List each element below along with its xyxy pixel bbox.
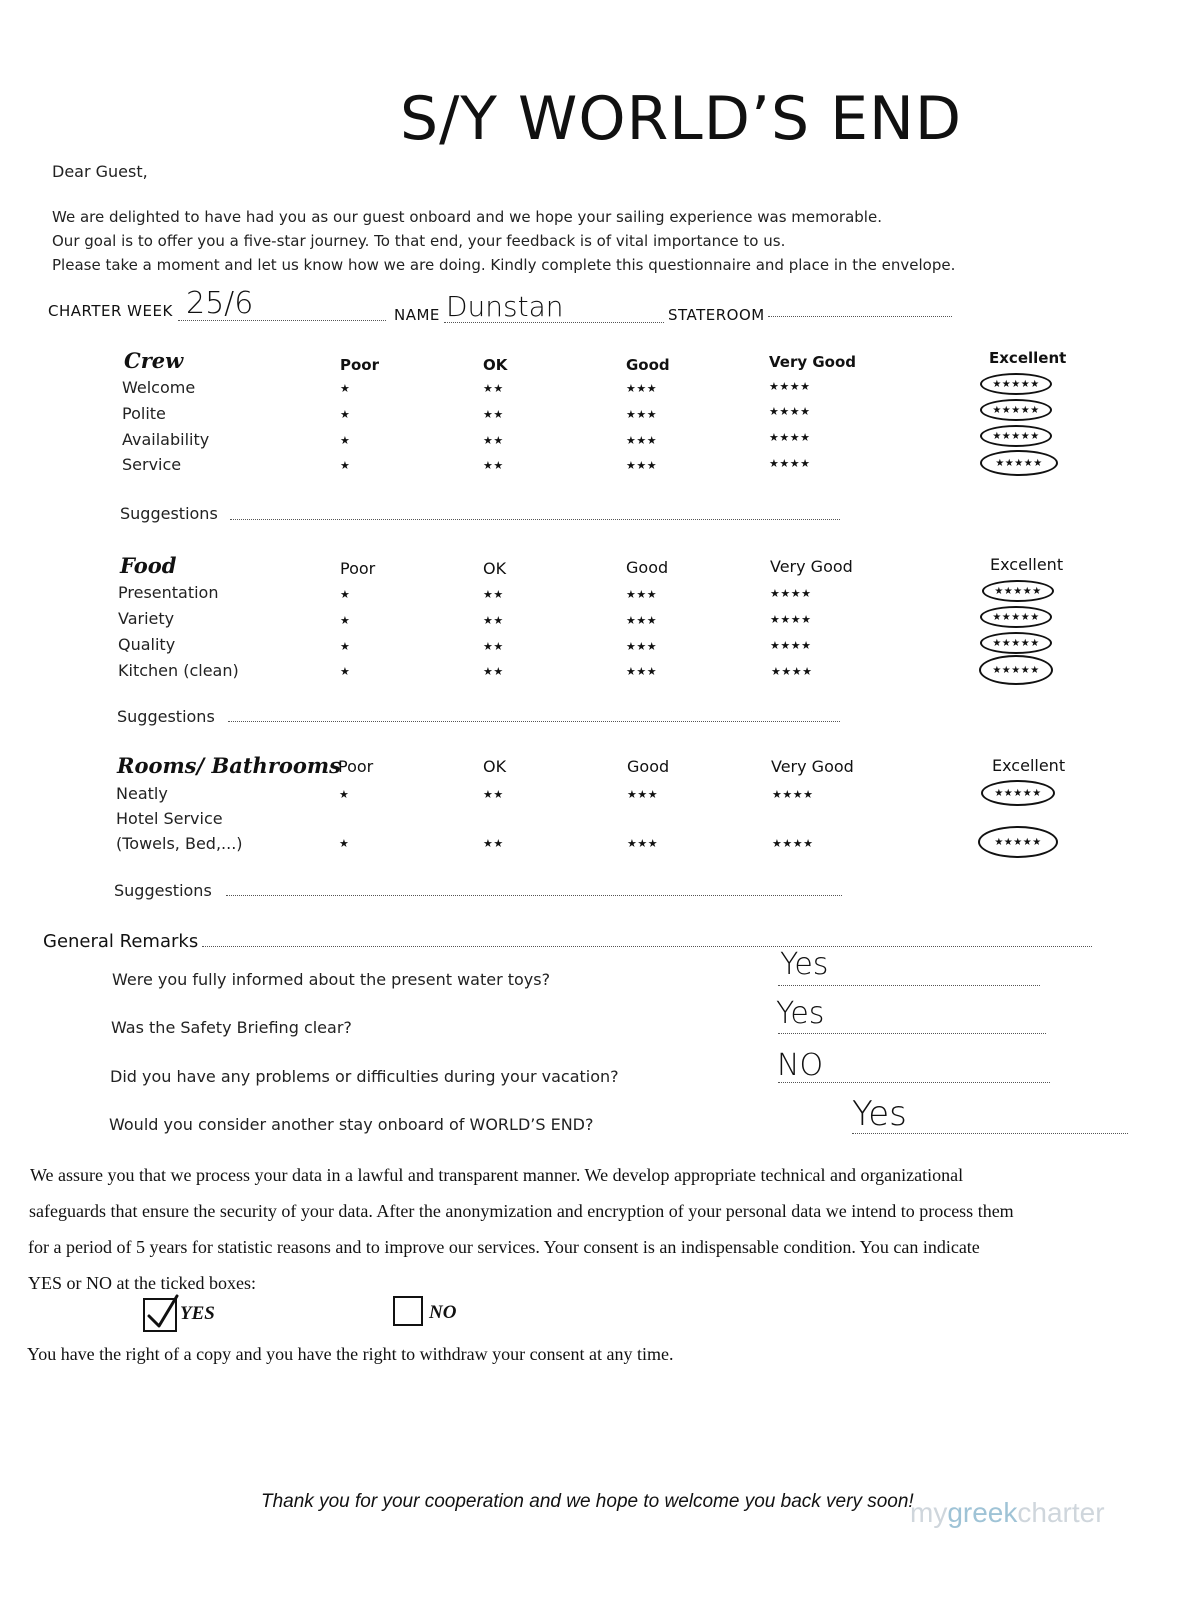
food-kitchen-excellent-selected[interactable] [979,655,1053,685]
answer-safety-briefing[interactable]: Yes [776,996,825,1031]
checkmark-icon [145,1294,185,1332]
crew-availability-ok[interactable]: ★★ [483,434,504,447]
watermark-mid: greek [947,1497,1018,1528]
food-kitchen-ok[interactable]: ★★ [483,665,504,678]
general-remarks-line[interactable] [202,946,1092,947]
consent-yes-checkbox[interactable] [143,1298,177,1332]
intro-line-2: Our goal is to offer you a five-star journey. To that end, your feedback is of vital importance to us. [52,232,786,250]
question-another-stay: Would you consider another stay onboard of WORLD’S END? [109,1115,594,1134]
food-quality-excellent-selected[interactable] [980,632,1052,654]
rooms-neatly-good[interactable]: ★★★ [627,788,659,801]
watermark-logo [910,1497,1105,1529]
question-water-toys: Were you fully informed about the present water toys? [112,970,551,989]
food-quality-ok[interactable]: ★★ [483,640,504,653]
crew-col-poor: Poor [340,356,380,374]
crew-availability-excellent-selected[interactable] [980,425,1052,447]
crew-row-polite: Polite [122,404,166,423]
excellent-stars: ★★★★★ [994,787,1042,799]
consent-line-4: YES or NO at the ticked boxes: [28,1273,256,1293]
crew-availability-poor[interactable]: ★ [340,434,351,447]
question-safety-briefing: Was the Safety Briefing clear? [111,1018,352,1037]
answer-water-toys[interactable]: Yes [780,947,829,982]
crew-row-welcome: Welcome [122,378,196,397]
food-quality-good[interactable]: ★★★ [626,640,658,653]
intro-line-3: Please take a moment and let us know how we are doing. Kindly complete this questionnaire and place in the envelope. [52,256,956,274]
excellent-stars: ★★★★★ [995,457,1043,469]
crew-availability-good[interactable]: ★★★ [626,434,658,447]
food-row-quality: Quality [118,635,176,654]
crew-polite-poor[interactable]: ★ [340,408,351,421]
food-kitchen-good[interactable]: ★★★ [626,665,658,678]
rooms-neatly-poor[interactable]: ★ [339,788,350,801]
food-variety-excellent-selected[interactable] [980,606,1052,628]
food-col-very-good: Very Good [770,557,853,576]
crew-welcome-poor[interactable]: ★ [340,382,351,395]
rooms-section-title: Rooms/ Bathrooms [117,753,341,778]
rooms-hotel-ok[interactable]: ★★ [483,837,504,850]
crew-polite-very-good[interactable]: ★★★★ [769,405,811,418]
answer-line-water-toys [778,985,1040,986]
food-presentation-ok[interactable]: ★★ [483,588,504,601]
charter-week-label: CHARTER WEEK [48,302,173,320]
crew-welcome-excellent-selected[interactable] [980,373,1052,395]
food-quality-poor[interactable]: ★ [340,640,351,653]
rooms-col-ok: OK [483,757,507,776]
food-variety-ok[interactable]: ★★ [483,614,504,627]
excellent-stars: ★★★★★ [992,611,1040,623]
consent-no-label: NO [429,1302,457,1323]
food-kitchen-poor[interactable]: ★ [340,665,351,678]
food-variety-poor[interactable]: ★ [340,614,351,627]
name-value[interactable]: Dunstan [446,290,564,323]
food-presentation-poor[interactable]: ★ [340,588,351,601]
rooms-hotel-excellent-selected[interactable] [978,826,1058,858]
rooms-col-good: Good [627,757,670,776]
food-variety-good[interactable]: ★★★ [626,614,658,627]
crew-polite-excellent-selected[interactable] [980,399,1052,421]
rooms-suggestions-line[interactable] [226,895,842,896]
crew-suggestions-label: Suggestions [120,504,218,523]
rooms-hotel-poor[interactable]: ★ [339,837,350,850]
rooms-neatly-very-good[interactable]: ★★★★ [772,788,814,801]
answer-problems[interactable]: NO [777,1048,824,1083]
food-row-kitchen: Kitchen (clean) [118,661,239,680]
excellent-stars: ★★★★★ [992,430,1040,442]
consent-yes-label: YES [180,1303,215,1324]
crew-service-poor[interactable]: ★ [340,459,351,472]
general-remarks-label: General Remarks [43,931,199,952]
thank-you-note: Thank you for your cooperation and we hope to welcome you back very soon! [261,1491,914,1512]
crew-welcome-good[interactable]: ★★★ [626,382,658,395]
consent-line-1: We assure you that we process your data in a lawful and transparent manner. We develop appropriate technical and organizational [30,1165,964,1185]
consent-no-checkbox[interactable] [393,1296,423,1326]
stateroom-label: STATEROOM [668,306,765,324]
crew-welcome-ok[interactable]: ★★ [483,382,504,395]
rooms-hotel-good[interactable]: ★★★ [627,837,659,850]
rooms-suggestions-label: Suggestions [114,881,212,900]
food-col-excellent: Excellent [990,555,1064,574]
food-suggestions-label: Suggestions [117,707,215,726]
food-suggestions-line[interactable] [228,721,840,722]
food-presentation-excellent-selected[interactable] [982,580,1054,602]
answer-another-stay[interactable]: Yes [852,1094,907,1134]
excellent-stars: ★★★★★ [992,404,1040,416]
crew-col-good: Good [626,356,670,374]
excellent-stars: ★★★★★ [992,378,1040,390]
crew-service-excellent-selected[interactable] [980,450,1058,476]
food-section-title: Food [120,553,177,578]
page-title: S/Y WORLD’S END [400,84,963,154]
rooms-neatly-ok[interactable]: ★★ [483,788,504,801]
rooms-neatly-excellent-selected[interactable] [981,780,1055,806]
question-problems: Did you have any problems or difficulties during your vacation? [110,1067,619,1086]
charter-week-value[interactable]: 25/6 [186,286,254,321]
rooms-col-very-good: Very Good [771,757,854,776]
crew-row-availability: Availability [122,430,210,449]
consent-line-3: for a period of 5 years for statistic reasons and to improve our services. Your consent is an indispensable condition. You can indicate [28,1237,980,1257]
rooms-row-hotel-service: Hotel Service [116,809,223,828]
rooms-col-excellent: Excellent [992,756,1066,775]
food-row-variety: Variety [118,609,175,628]
crew-col-very-good: Very Good [769,353,857,371]
excellent-stars: ★★★★★ [992,664,1040,676]
rooms-row-neatly: Neatly [116,784,168,803]
crew-col-ok: OK [483,356,508,374]
crew-col-excellent: Excellent [989,349,1067,367]
food-col-poor: Poor [340,559,376,578]
consent-rights: You have the right of a copy and you have the right to withdraw your consent at any time. [27,1344,674,1364]
food-presentation-very-good[interactable]: ★★★★ [770,587,812,600]
consent-line-2: safeguards that ensure the security of your data. After the anonymization and encryption of your personal data we intend to process them [29,1201,1014,1221]
food-quality-very-good[interactable]: ★★★★ [770,639,812,652]
crew-welcome-very-good[interactable]: ★★★★ [769,380,811,393]
intro-line-1: We are delighted to have had you as our guest onboard and we hope your sailing experience was memorable. [52,208,882,226]
stateroom-line[interactable] [768,316,952,317]
food-row-presentation: Presentation [118,583,219,602]
food-col-ok: OK [483,559,507,578]
crew-service-ok[interactable]: ★★ [483,459,504,472]
rooms-hotel-very-good[interactable]: ★★★★ [772,837,814,850]
watermark-post: charter [1017,1497,1105,1528]
rooms-col-poor: Poor [338,757,374,776]
crew-polite-good[interactable]: ★★★ [626,408,658,421]
crew-availability-very-good[interactable]: ★★★★ [769,431,811,444]
name-label: NAME [394,306,440,324]
greeting: Dear Guest, [52,162,148,181]
excellent-stars: ★★★★★ [994,836,1042,848]
crew-service-very-good[interactable]: ★★★★ [769,457,811,470]
food-kitchen-very-good[interactable]: ★★★★ [771,665,813,678]
crew-polite-ok[interactable]: ★★ [483,408,504,421]
food-variety-very-good[interactable]: ★★★★ [770,613,812,626]
food-presentation-good[interactable]: ★★★ [626,588,658,601]
crew-section-title: Crew [124,348,184,373]
crew-service-good[interactable]: ★★★ [626,459,658,472]
excellent-stars: ★★★★★ [992,637,1040,649]
food-col-good: Good [626,558,669,577]
crew-row-service: Service [122,455,182,474]
excellent-stars: ★★★★★ [994,585,1042,597]
crew-suggestions-line[interactable] [230,519,840,520]
watermark-pre: my [910,1497,948,1528]
rooms-row-towels-bed: (Towels, Bed,...) [116,834,243,853]
answer-line-safety-briefing [778,1033,1046,1034]
